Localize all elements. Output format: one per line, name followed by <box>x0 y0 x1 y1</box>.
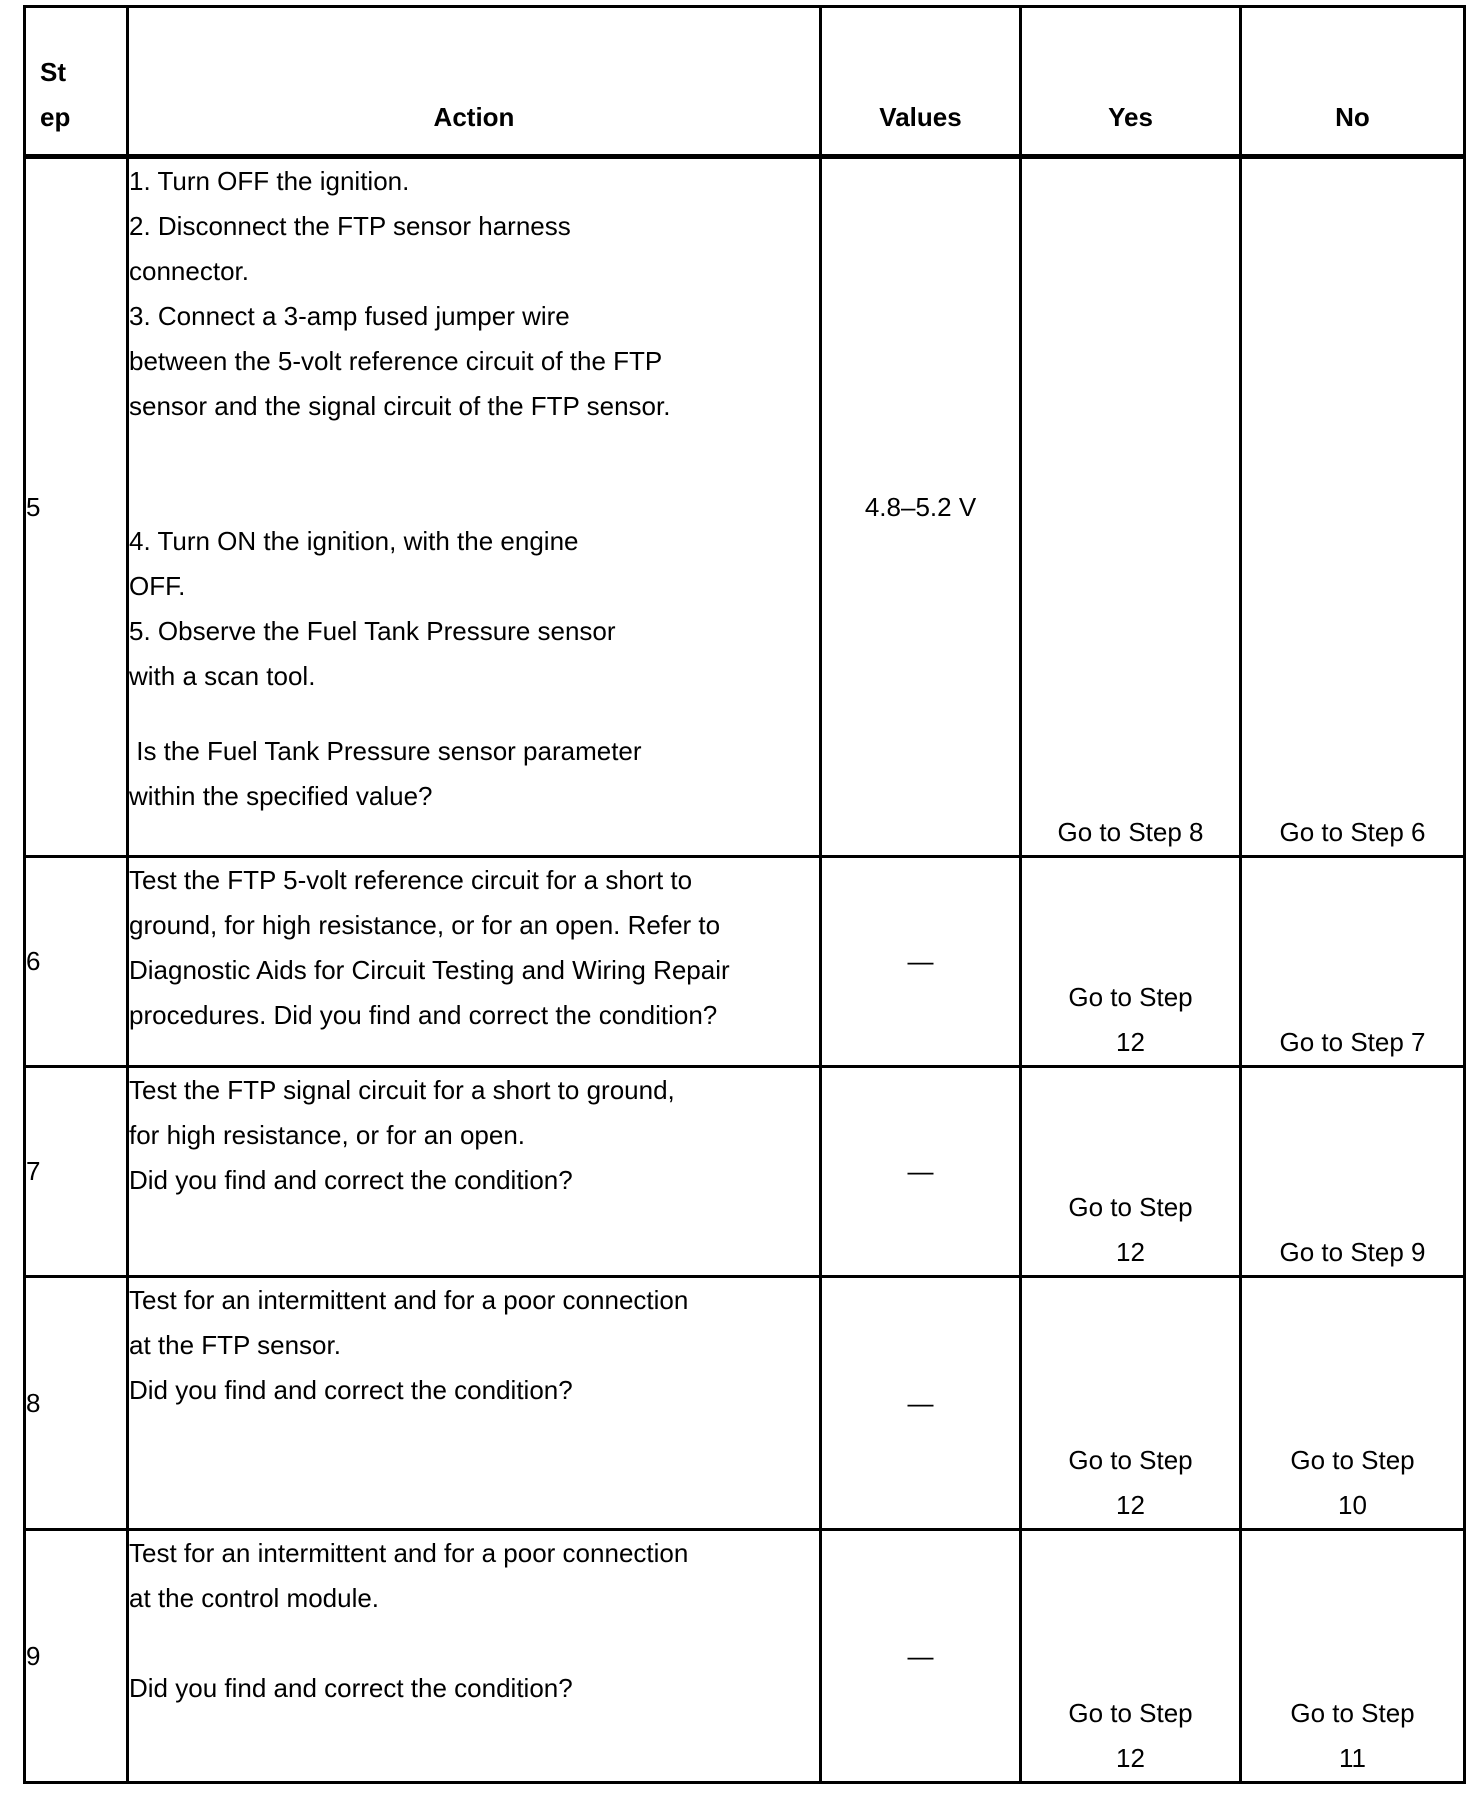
header-row <box>25 7 1465 157</box>
yes-cell <box>1021 1530 1241 1783</box>
action-line: at the FTP sensor. <box>129 1330 341 1360</box>
no-line: Go to Step <box>1290 1698 1415 1728</box>
yes-line: Go to Step <box>1068 1445 1193 1475</box>
yes-cell: Go to Step 8 <box>1021 157 1241 857</box>
header-step <box>25 7 128 157</box>
table-row <box>25 1067 1465 1277</box>
step-number: 7 <box>25 1067 128 1277</box>
action-line: OFF. <box>129 571 186 601</box>
action-cell <box>128 1530 821 1783</box>
action-line: for high resistance, or for an open. <box>129 1120 526 1150</box>
action-line: procedures. Did you find and correct the condition? <box>129 1000 718 1030</box>
no-cell: Go to Step 7 <box>1241 857 1465 1067</box>
table-row <box>25 1277 1465 1530</box>
no-line: Go to Step <box>1290 1445 1415 1475</box>
action-cell <box>128 1067 821 1277</box>
yes-cell <box>1021 1067 1241 1277</box>
yes-line: 12 <box>1116 1490 1145 1520</box>
yes-line: Go to Step <box>1068 1698 1193 1728</box>
value-cell: — <box>821 1530 1021 1783</box>
action-cell <box>128 857 821 1067</box>
value-cell: 4.8–5.2 V <box>821 157 1021 857</box>
yes-line: 12 <box>1116 1027 1145 1057</box>
header-step-label: St ep <box>40 57 71 132</box>
action-line: connector. <box>129 256 249 286</box>
yes-line: Go to Step <box>1068 1192 1193 1222</box>
action-line: 2. Disconnect the FTP sensor harness <box>129 211 571 241</box>
action-cell <box>128 157 821 857</box>
yes-line: 12 <box>1116 1743 1145 1773</box>
value-cell: — <box>821 1067 1021 1277</box>
action-line: 1. Turn OFF the ignition. <box>129 166 410 196</box>
header-yes: Yes <box>1021 7 1241 157</box>
table-row <box>25 157 1465 857</box>
no-line: 11 <box>1339 1743 1366 1773</box>
action-line: Test for an intermittent and for a poor connection <box>129 1538 689 1568</box>
step-number: 5 <box>25 157 128 857</box>
action-line: Did you find and correct the condition? <box>129 1673 573 1703</box>
no-cell: Go to Step 9 <box>1241 1067 1465 1277</box>
header-action: Action <box>128 7 821 157</box>
action-line: Did you find and correct the condition? <box>129 1165 573 1195</box>
action-line: between the 5-volt reference circuit of the FTP <box>129 346 663 376</box>
no-line: 10 <box>1338 1490 1367 1520</box>
diagnostic-table <box>23 5 1466 1784</box>
yes-line: 12 <box>1116 1237 1145 1267</box>
action-line: with a scan tool. <box>129 661 316 691</box>
header-values: Values <box>821 7 1021 157</box>
action-line: sensor and the signal circuit of the FTP sensor. <box>129 391 671 421</box>
action-line: Test for an intermittent and for a poor connection <box>129 1285 689 1315</box>
table-row <box>25 857 1465 1067</box>
header-no: No <box>1241 7 1465 157</box>
action-line: Is the Fuel Tank Pressure sensor parameter <box>129 736 642 766</box>
action-line: Test the FTP 5-volt reference circuit for a short to <box>129 865 693 895</box>
action-line: Test the FTP signal circuit for a short to ground, <box>129 1075 675 1105</box>
no-cell <box>1241 1277 1465 1530</box>
step-number: 6 <box>25 857 128 1067</box>
step-number: 9 <box>25 1530 128 1783</box>
action-line: Did you find and correct the condition? <box>129 1375 573 1405</box>
action-line: Diagnostic Aids for Circuit Testing and Wiring Repair <box>129 955 730 985</box>
yes-cell <box>1021 1277 1241 1530</box>
step-number: 8 <box>25 1277 128 1530</box>
action-line: ground, for high resistance, or for an open. Refer to <box>129 910 721 940</box>
action-line: within the specified value? <box>129 781 433 811</box>
table-row <box>25 1530 1465 1783</box>
action-line: 3. Connect a 3-amp fused jumper wire <box>129 301 570 331</box>
no-cell <box>1241 1530 1465 1783</box>
no-cell: Go to Step 6 <box>1241 157 1465 857</box>
yes-cell <box>1021 857 1241 1067</box>
yes-line: Go to Step <box>1068 982 1193 1012</box>
action-cell <box>128 1277 821 1530</box>
action-line: 4. Turn ON the ignition, with the engine <box>129 526 579 556</box>
action-line: at the control module. <box>129 1583 380 1613</box>
value-cell: — <box>821 857 1021 1067</box>
action-line: 5. Observe the Fuel Tank Pressure sensor <box>129 616 616 646</box>
value-cell: — <box>821 1277 1021 1530</box>
